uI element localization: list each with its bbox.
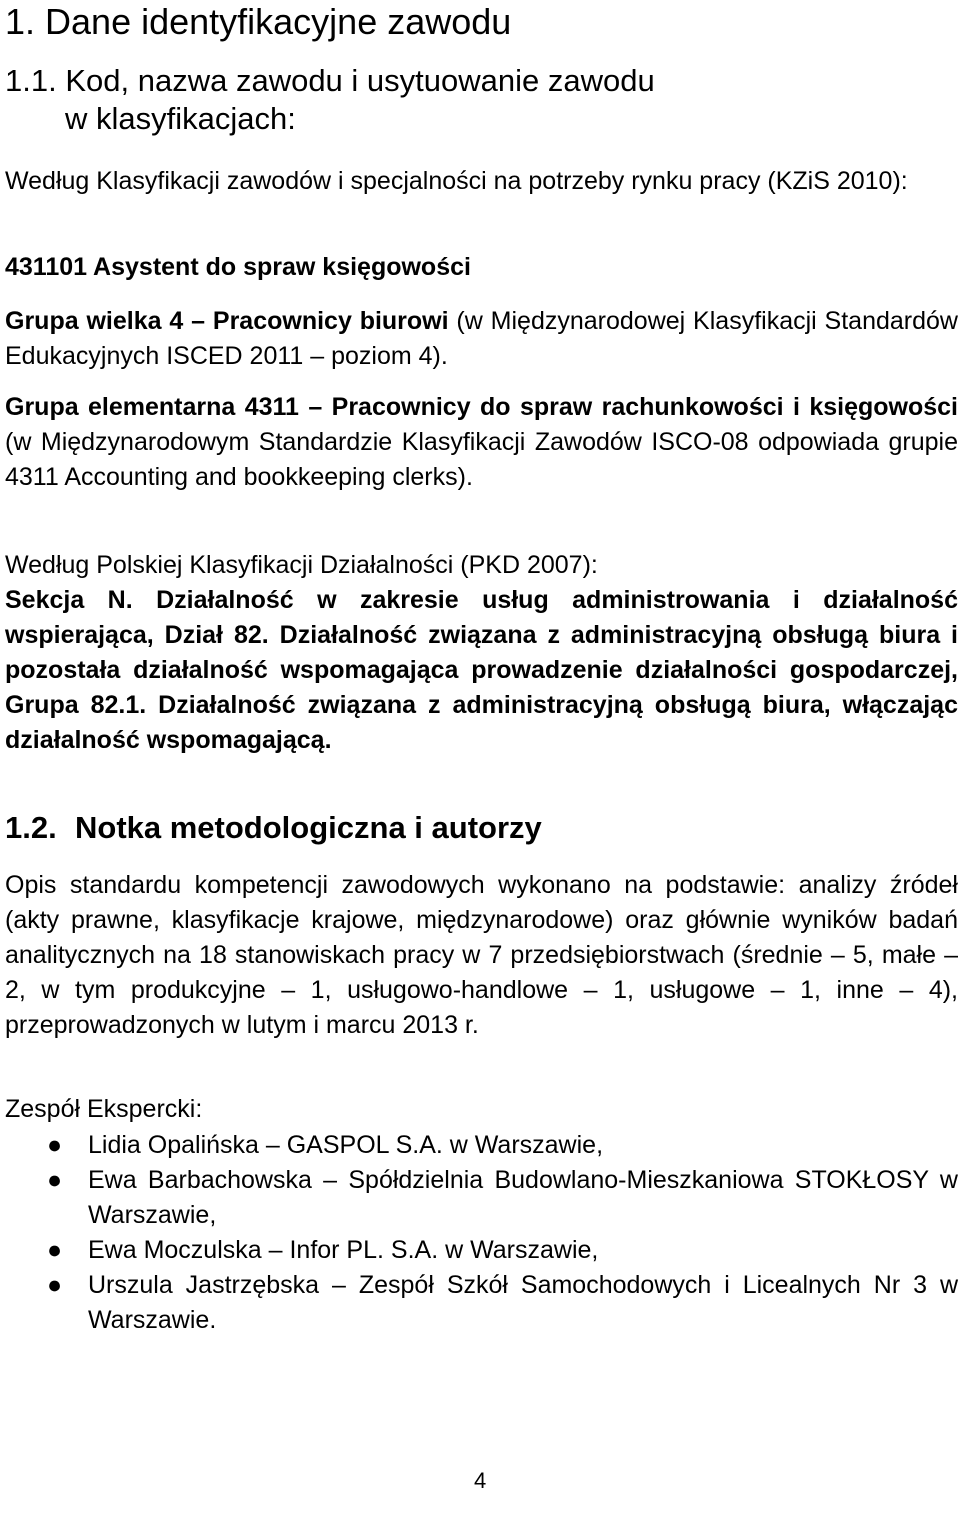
list-item	[3, 1268, 958, 1338]
expert-name: Ewa Barbachowska – Spółdzielnia Budowlano-Mieszkaniowa STOKŁOSY w Warszawie,	[88, 1166, 958, 1229]
expert-name: Ewa Moczulska – Infor PL. S.A. w Warszawie,	[88, 1236, 599, 1264]
subsection-number: 1.1.	[5, 63, 57, 98]
bullet-icon: ●	[47, 1131, 63, 1159]
methodology-title: Notka metodologiczna i autorzy	[75, 810, 542, 845]
pkd-intro: Według Polskiej Klasyfikacji Działalności (PKD 2007):	[5, 551, 598, 579]
expert-list	[3, 1128, 958, 1338]
expert-name: Urszula Jastrzębska – Zespół Szkół Samochodowych i Licealnych Nr 3 w Warszawie.	[88, 1271, 958, 1334]
methodology-number: 1.2.	[5, 810, 57, 845]
page-number: 4	[474, 1468, 487, 1493]
pkd-classification: Sekcja N. Działalność w zakresie usług administrowania i działalność wspierająca, Dział 82. Działalność związana z administracyjną obsługą biura i pozostała działalność wspomagająca prowadzenie działalności gospodarczej, Grupa 82.1. Działalność związana z administracyjną obsługą biura, włączając działalność wspomagającą.	[5, 586, 958, 754]
section-title: 1. Dane identyfikacyjne zawodu	[5, 1, 512, 42]
expert-team-label: Zespół Ekspercki:	[5, 1095, 203, 1123]
isco-description: (w Międzynarodowym Standardzie Klasyfikacji Zawodów ISCO-08 odpowiada grupie 4311 Accounting and bookkeeping clerks).	[5, 428, 958, 491]
bullet-icon: ●	[47, 1236, 63, 1264]
subsection-title-line2: w klasyfikacjach:	[65, 101, 296, 136]
isced-paragraph	[5, 304, 958, 374]
isco-paragraph	[5, 390, 958, 495]
subsection-title	[5, 62, 655, 138]
bullet-icon: ●	[47, 1271, 63, 1299]
kzis-intro: Według Klasyfikacji zawodów i specjalności na potrzeby rynku pracy (KZiS 2010):	[5, 167, 908, 195]
isced-group: Grupa wielka 4 – Pracownicy biurowi	[5, 307, 449, 335]
methodology-heading	[5, 808, 542, 848]
methodology-body: Opis standardu kompetencji zawodowych wykonano na podstawie: analizy źródeł (akty prawne, klasyfikacje krajowe, międzynarodowe) oraz głównie wyników badań analitycznych na 18 stanowiskach pracy w 7 przedsiębiorstwach (średnie – 5, małe – 2, w tym produkcyjne – 1, usługowo-handlowe – 1, usługowe – 1, inne – 4), przeprowadzonych w lutym i marcu 2013 r.	[5, 871, 958, 1039]
isced-description: (w Międzynarodowej Klasyfikacji Standardów Edukacyjnych ISCED 2011 – poziom 4).	[5, 307, 958, 370]
list-item	[3, 1163, 958, 1233]
list-item	[3, 1128, 958, 1163]
list-item	[3, 1233, 958, 1268]
isco-group: Grupa elementarna 4311 – Pracownicy do spraw rachunkowości i księgowości	[5, 393, 958, 421]
expert-name: Lidia Opalińska – GASPOL S.A. w Warszawie,	[88, 1131, 604, 1159]
bullet-icon: ●	[47, 1166, 63, 1194]
kzis-code: 431101 Asystent do spraw księgowości	[5, 253, 471, 281]
subsection-title-line1: Kod, nazwa zawodu i usytuowanie zawodu	[65, 63, 655, 98]
